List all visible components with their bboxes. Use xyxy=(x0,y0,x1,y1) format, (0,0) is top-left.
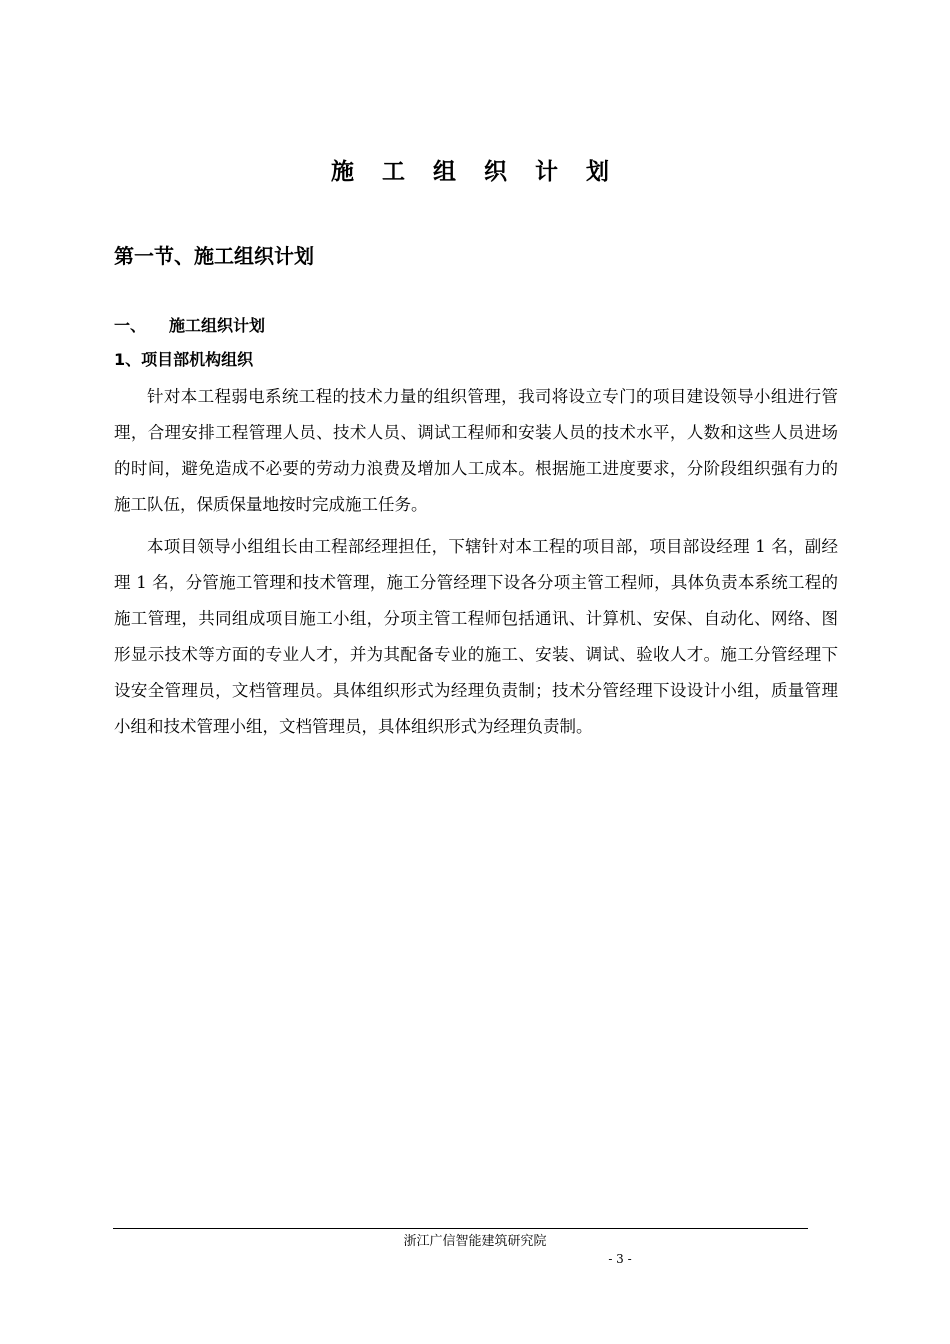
sub-heading-text: 施工组织计划 xyxy=(169,316,266,335)
section-heading: 第一节、施工组织计划 xyxy=(114,244,314,268)
item-heading: 1、项目部机构组织 xyxy=(114,350,254,369)
body-paragraph-2: 本项目领导小组组长由工程部经理担任，下辖针对本工程的项目部，项目部设经理 1 名，副经理 1 名，分管施工管理和技术管理，施工分管经理下设各分项主管工程师，具体负责本系统工程的施工管理，共同组成项目施工小组，分项主管工程师包括通讯、计算机、安保、自动化、网络、图形显示技术等方面的专业人才，并为其配备专业的施工、安装、调试、验收人才。施工分管经理下设安全管理员，文档管理员。具体组织形式为经理负责制；技术分管经理下设设计小组，质量管理小组和技术管理小组，文档管理员，具体组织形式为经理负责制。 xyxy=(114,537,838,736)
body-paragraph-1: 针对本工程弱电系统工程的技术力量的组织管理，我司将设立专门的项目建设领导小组进行管理，合理安排工程管理人员、技术人员、调试工程师和安装人员的技术水平，人数和这些人员进场的时间，避免造成不必要的劳动力浪费及增加人工成本。根据施工进度要求，分阶段组织强有力的施工队伍，保质保量地按时完成施工任务。 xyxy=(114,387,838,514)
sub-heading-number: 一、 xyxy=(114,316,147,335)
footer-page-number: - 3 - xyxy=(608,1252,632,1266)
sub-heading xyxy=(114,314,265,338)
page-title: 施 工 组 织 计 划 xyxy=(330,158,620,185)
footer-organization: 浙江广信智能建筑研究院 xyxy=(403,1234,547,1249)
footer-divider xyxy=(113,1228,808,1229)
